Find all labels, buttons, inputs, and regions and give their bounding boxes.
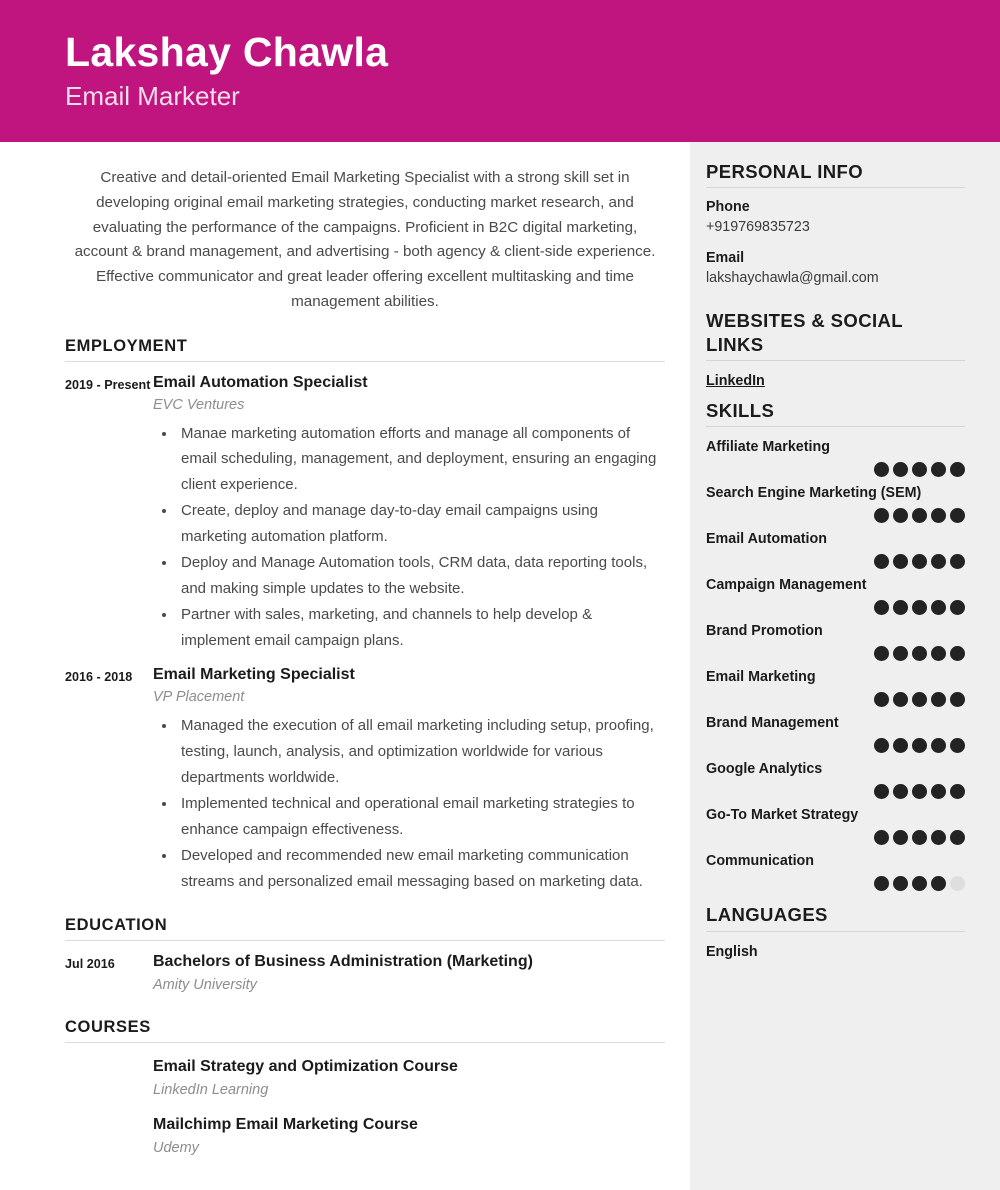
sidebar-section-languages [706,903,965,962]
skill-item [706,713,965,753]
entry-bullet: • Implemented technical and operational email marketing strategies to enhance campaign effectiveness. [177,791,665,843]
website-link-item [706,371,965,392]
entry-title: Email Strategy and Optimization Course [153,1058,458,1076]
sidebar-heading-websites: WEBSITES & SOCIAL LINKS [706,310,903,355]
rating-dot-filled [893,508,908,523]
rating-dot-filled [874,876,889,891]
field-value: lakshaychawla@gmail.com [706,269,879,286]
rating-dot-filled [912,830,927,845]
entry-body [153,663,665,895]
rating-dot-filled [912,784,927,799]
skill-item [706,483,965,523]
skill-rating [706,738,965,753]
sidebar-heading-languages: LANGUAGES [706,904,828,926]
entry-organization: Udemy [153,1139,199,1156]
entry-bullet: • Partner with sales, marketing, and channels to help develop & implement email campaign plans. [177,602,665,654]
skill-item [706,759,965,799]
rating-dot-filled [950,600,965,615]
entry-date [65,1055,153,1101]
entry-organization: VP Placement [153,689,245,706]
rating-dot-filled [912,462,927,477]
field-label: Phone [706,199,750,216]
rating-dot-filled [912,876,927,891]
rating-dot-filled [874,462,889,477]
sidebar-divider [706,187,965,188]
skill-item [706,805,965,845]
rating-dot-filled [931,600,946,615]
main-column [0,142,690,1159]
skill-name: Email Marketing [706,669,816,686]
rating-dot-filled [931,508,946,523]
section-education [65,916,665,996]
section-divider [65,361,665,362]
skill-rating [706,462,965,477]
rating-dot-filled [893,554,908,569]
rating-dot-filled [893,830,908,845]
rating-dot-filled [874,600,889,615]
entry-bullet: • Deploy and Manage Automation tools, CRM data, data reporting tools, and making simple updates to the website. [177,550,665,602]
skill-item [706,575,965,615]
entry-bullet: • Create, deploy and manage day-to-day email campaigns using marketing automation platform. [177,498,665,550]
skill-rating [706,646,965,661]
employment-entry-list [65,371,665,895]
skill-name: Search Engine Marketing (SEM) [706,485,922,502]
entry-bullet-list [177,421,665,654]
rating-dot-filled [874,646,889,661]
section-heading-employment: EMPLOYMENT [65,336,188,355]
spacer [706,299,965,309]
skill-rating [706,876,965,891]
entry-date: 2019 - Present [65,377,151,392]
field-value: +919769835723 [706,219,810,236]
skill-item [706,437,965,477]
personal-info-field [706,249,965,288]
skill-item [706,851,965,891]
rating-dot-filled [912,554,927,569]
entry-bullet: • Developed and recommended new email marketing communication streams and personalized email messaging based on marketing data. [177,843,665,895]
resume-entry [65,1055,665,1101]
personal-info-field [706,198,965,237]
rating-dot-filled [931,738,946,753]
rating-dot-filled [912,692,927,707]
sidebar-heading-skills: SKILLS [706,399,775,421]
sidebar-section-websites [706,309,965,392]
entry-bullet: • Manae marketing automation efforts and manage all components of email scheduling, management, and deployment, ensuring an engaging client experience. [177,421,665,499]
skill-item [706,621,965,661]
education-entry-list [65,950,665,996]
resume-entry [65,950,665,996]
entry-body [153,1113,665,1159]
section-heading-education: EDUCATION [65,916,168,935]
field-label: Email [706,249,745,266]
rating-dot-filled [950,738,965,753]
resume-entry [65,371,665,654]
section-courses [65,1018,665,1159]
rating-dot-filled [874,554,889,569]
skill-item [706,667,965,707]
resume-entry [65,663,665,895]
rating-dot-filled [950,508,965,523]
rating-dot-filled [893,462,908,477]
entry-bullet: • Managed the execution of all email marketing including setup, proofing, testing, launch, analysis, and optimization worldwide for various departments worldwide. [177,713,665,791]
rating-dot-filled [931,784,946,799]
rating-dot-filled [950,784,965,799]
entry-organization: Amity University [153,976,257,993]
skill-name: Campaign Management [706,577,867,594]
rating-dot-filled [912,600,927,615]
entry-organization: EVC Ventures [153,396,245,413]
rating-dot-filled [893,692,908,707]
rating-dot-filled [950,830,965,845]
skill-name: Go-To Market Strategy [706,807,859,824]
skill-rating [706,830,965,845]
rating-dot-filled [931,830,946,845]
language-list [706,942,965,962]
rating-dot-filled [931,462,946,477]
skill-rating [706,784,965,799]
candidate-name: Lakshay Chawla [65,29,389,75]
rating-dot-filled [950,692,965,707]
rating-dot-filled [874,508,889,523]
section-divider [65,940,665,941]
rating-dot-filled [950,462,965,477]
sidebar-divider [706,931,965,932]
section-divider [65,1042,665,1043]
rating-dot-filled [893,646,908,661]
rating-dot-filled [874,784,889,799]
rating-dot-filled [931,646,946,661]
website-link-list [706,371,965,392]
sidebar-heading-personal-info: PERSONAL INFO [706,161,863,182]
rating-dot-filled [893,784,908,799]
personal-info-field-list [706,198,965,288]
skill-rating [706,692,965,707]
section-employment [65,337,665,895]
entry-body [153,371,665,654]
sidebar-divider [706,426,965,427]
rating-dot-filled [893,876,908,891]
language-item: English [706,943,758,960]
course-entry-list [65,1055,665,1159]
skill-item [706,529,965,569]
sidebar [690,142,1000,1190]
sidebar-section-skills [706,399,965,892]
resume-header [0,0,1000,142]
rating-dot-filled [893,600,908,615]
rating-dot-filled [950,646,965,661]
entry-title: Bachelors of Business Administration (Marketing) [153,953,533,971]
skill-name: Google Analytics [706,761,823,778]
rating-dot-filled [874,738,889,753]
rating-dot-filled [912,738,927,753]
rating-dot-filled [931,554,946,569]
entry-date: 2016 - 2018 [65,669,133,684]
skill-list [706,437,965,891]
skill-name: Affiliate Marketing [706,439,830,456]
sidebar-divider [706,360,965,361]
skill-name: Communication [706,853,815,870]
entry-title: Email Automation Specialist [153,373,368,391]
entry-title: Mailchimp Email Marketing Course [153,1116,418,1134]
professional-summary: Creative and detail-oriented Email Marketing Specialist with a strong skill set in developing original email marketing strategies, conducting market research, and evaluating the performance of the campaigns. Proficient in B2C digital marketing, account & brand management, and advertising - both agency & client-side experience. Effective communicator and great leader offering excellent multitasking and time management abilities. [74,169,656,310]
entry-date [65,1113,153,1159]
candidate-role: Email Marketer [65,81,240,112]
rating-dot-filled [893,738,908,753]
rating-dot-filled [874,830,889,845]
skill-name: Brand Promotion [706,623,823,640]
entry-bullet-list [177,713,665,895]
entry-title: Email Marketing Specialist [153,665,355,683]
rating-dot-filled [931,692,946,707]
skill-name: Email Automation [706,531,827,548]
entry-date: Jul 2016 [65,957,115,972]
rating-dot-empty [950,876,965,891]
rating-dot-filled [950,554,965,569]
skill-name: Brand Management [706,715,839,732]
resume-body [0,142,1000,1190]
skill-rating [706,554,965,569]
section-heading-courses: COURSES [65,1018,151,1037]
rating-dot-filled [912,646,927,661]
resume-entry [65,1113,665,1159]
entry-organization: LinkedIn Learning [153,1081,269,1098]
rating-dot-filled [931,876,946,891]
website-link[interactable]: LinkedIn [706,373,765,390]
sidebar-section-personal-info [706,160,965,288]
entry-body [153,1055,665,1101]
rating-dot-filled [912,508,927,523]
skill-rating [706,600,965,615]
entry-body [153,950,665,996]
rating-dot-filled [874,692,889,707]
skill-rating [706,508,965,523]
